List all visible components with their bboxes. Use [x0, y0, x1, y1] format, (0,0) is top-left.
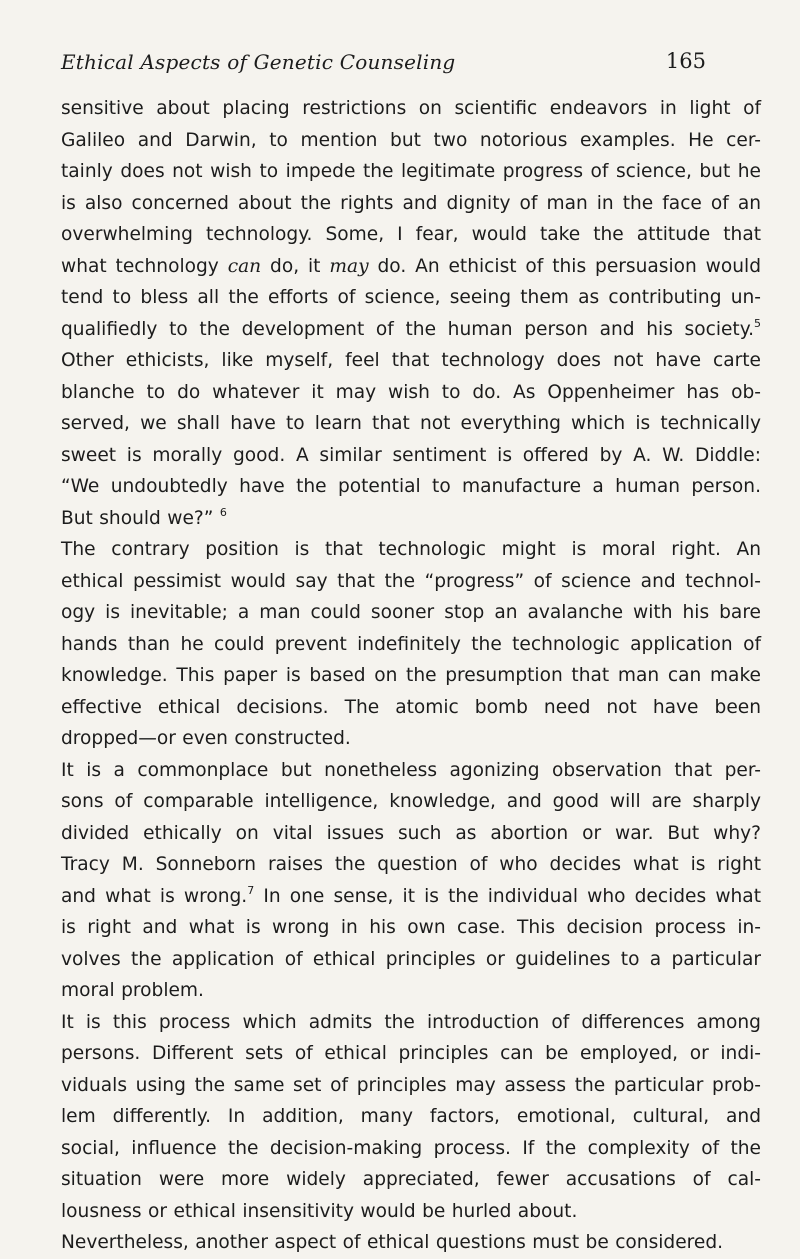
text-line: sweet is morally good. A similar sentiment is offered by A. W. Diddle: — [61, 444, 761, 466]
text-line: volves the application of ethical principles or guidelines to a particular — [61, 948, 761, 970]
text-line: effective ethical decisions. The atomic bomb need not have been — [61, 696, 761, 718]
paragraph-start: The contrary position is that technologic might is moral right. An — [61, 539, 761, 560]
text-line: hands than he could prevent indefinitely the technologic application of — [61, 633, 761, 655]
text-line: divided ethically on vital issues such as abortion or war. But why? — [61, 822, 761, 844]
text-line: served, we shall have to learn that not everything which is technically — [61, 413, 761, 434]
text-line: tend to bless all the efforts of science, seeing them as contributing un- — [61, 287, 761, 308]
text-line: Other ethicists, like myself, feel that technology does not have carte — [61, 350, 761, 371]
text-line: is right and what is wrong in his own case. This decision process in- — [61, 917, 761, 938]
text-line: But should we?” $^6$ — [61, 505, 227, 529]
text-line: knowledge. This paper is based on the presumption that man can make — [61, 665, 761, 686]
text-line: Tracy M. Sonneborn raises the question of who decides what is right — [61, 854, 761, 875]
text-line: what technology can do, it may do. An ethicist of this persuasion would — [61, 255, 762, 277]
text-line: Galileo and Darwin, to mention but two notorious examples. He cer- — [61, 129, 761, 151]
text-line: moral problem. — [61, 980, 204, 1001]
text-line: situation were more widely appreciated, fewer accusations of cal- — [61, 1169, 761, 1190]
text-line: persons. Different sets of ethical principles can be employed, or indi- — [61, 1043, 761, 1064]
text-line: dropped—or even constructed. — [61, 728, 351, 749]
text-line: viduals using the same set of principles may assess the particular prob- — [61, 1074, 761, 1096]
text-line: ogy is inevitable; a man could sooner stop an avalanche with his bare — [61, 602, 761, 623]
page-header — [61, 50, 706, 80]
footnote-marker-5: 5 — [754, 316, 761, 330]
text-line: sons of comparable intelligence, knowledge, and good will are sharply — [61, 791, 761, 812]
text-line: tainly does not wish to impede the legitimate progress of science, but he — [61, 161, 761, 182]
text-line: blanche to do whatever it may wish to do. As Oppenheimer has ob- — [61, 381, 761, 403]
body-text — [61, 93, 761, 1259]
emphasis-can: can — [227, 255, 262, 277]
running-title: Ethical Aspects of Genetic Counseling — [61, 50, 456, 74]
paragraph-start: It is this process which admits the introduction of differences among — [61, 1011, 761, 1033]
paragraph-start: Nevertheless, another aspect of ethical questions must be considered. — [61, 1232, 724, 1253]
text-line: is also concerned about the rights and dignity of man in the face of an — [61, 192, 761, 214]
text-line: and what is wrong.$^7$ In one sense, it is the individual who decides what — [61, 883, 761, 907]
emphasis-may: may — [329, 255, 369, 277]
footnote-marker-7: 7 — [247, 883, 255, 897]
page-number: 165 — [665, 49, 706, 73]
footnote-marker-6: 6 — [219, 505, 227, 519]
text-line: “We undoubtedly have the potential to manufacture a human person. — [61, 476, 761, 497]
text-line: sensitive about placing restrictions on scientific endeavors in light of — [61, 98, 761, 119]
text-line: qualifiedly to the development of the human person and his society.$^5$ — [61, 316, 761, 340]
text-line: lem differently. In addition, many factors, emotional, cultural, and — [61, 1106, 761, 1127]
paragraph-start: It is a commonplace but nonetheless agonizing observation that per- — [61, 759, 761, 781]
text-line: social, influence the decision-making process. If the complexity of the — [61, 1137, 761, 1159]
text-line: ethical pessimist would say that the “progress” of science and technol- — [61, 570, 761, 592]
text-line: overwhelming technology. Some, I fear, would take the attitude that — [61, 224, 761, 245]
text-line: lousness or ethical insensitivity would be hurled about. — [61, 1200, 578, 1222]
